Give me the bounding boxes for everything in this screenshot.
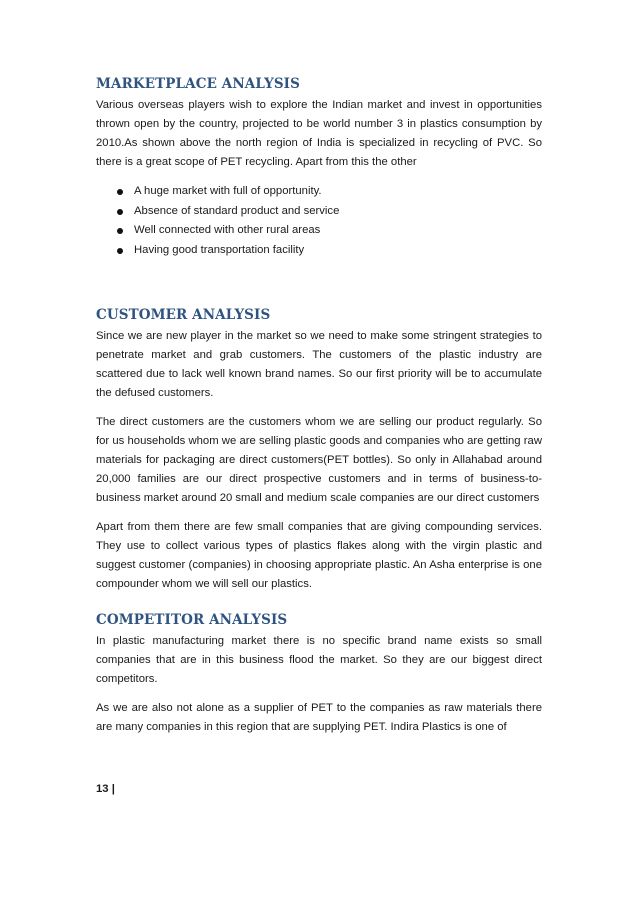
marketplace-heading: MARKETPLACE ANALYSIS [96, 76, 300, 92]
bullet-item [117, 241, 542, 261]
competitor-paragraph-1: In plastic manufacturing market there is no specific brand name exists so small companies that are in this business flood the market. So they are our biggest direct competitors. [96, 635, 542, 685]
page-content [96, 76, 542, 747]
bullet-text: A huge market with full of opportunity. [134, 185, 322, 197]
customer-heading: CUSTOMER ANALYSIS [96, 307, 271, 323]
page-number: 13 | [96, 783, 115, 795]
bullet-dot-icon [117, 248, 123, 254]
bullet-item [117, 182, 542, 202]
bullet-text: Having good transportation facility [134, 243, 305, 256]
bullet-item [117, 221, 542, 241]
marketplace-bullet-list [96, 182, 542, 260]
marketplace-paragraph: Various overseas players wish to explore the Indian market and invest in opportunities thrown open by the country, projected to be world number 3 in plastics consumption by 2010.As shown above the north region of India is specialized in recycling of PVC. So there is a great scope of PET recycling. Apart from this the other [96, 99, 542, 168]
bullet-text: Well connected with other rural areas [134, 224, 321, 236]
customer-paragraph-1: Since we are new player in the market so we need to make some stringent strategies to penetrate market and grab customers. The customers of the plastic industry are scattered due to lack well known brand names. So our first priority will be to accumulate the defused customers. [96, 330, 542, 399]
bullet-dot-icon [117, 189, 123, 195]
competitor-section [96, 612, 542, 737]
customer-paragraph-3: Apart from them there are few small companies that are giving compounding services. They use to collect various types of plastics flakes along with the virgin plastic and suggest customer (companies) in choosing appropriate plastic. An Asha enterprise is one compounder whom we will sell our plastics. [96, 521, 542, 590]
bullet-dot-icon [117, 228, 123, 234]
marketplace-section [96, 76, 542, 260]
customer-paragraph-2: The direct customers are the customers whom we are selling our product regularly. So for us households whom we are selling plastic goods and companies who are getting raw materials for packaging are direct customers(PET bottles). So only in Allahabad around 20,000 families are our direct prospective customers and in terms of business-to-business market around 20 small and medium scale companies are our direct customers [96, 416, 542, 504]
bullet-item [117, 202, 542, 222]
customer-section [96, 307, 542, 594]
bullet-dot-icon [117, 209, 123, 215]
competitor-paragraph-2: As we are also not alone as a supplier of PET to the companies as raw materials there are many companies in this region that are supplying PET. Indira Plastics is one of [96, 702, 542, 733]
competitor-heading: COMPETITOR ANALYSIS [96, 612, 288, 628]
bullet-text: Absence of standard product and service [134, 204, 340, 217]
